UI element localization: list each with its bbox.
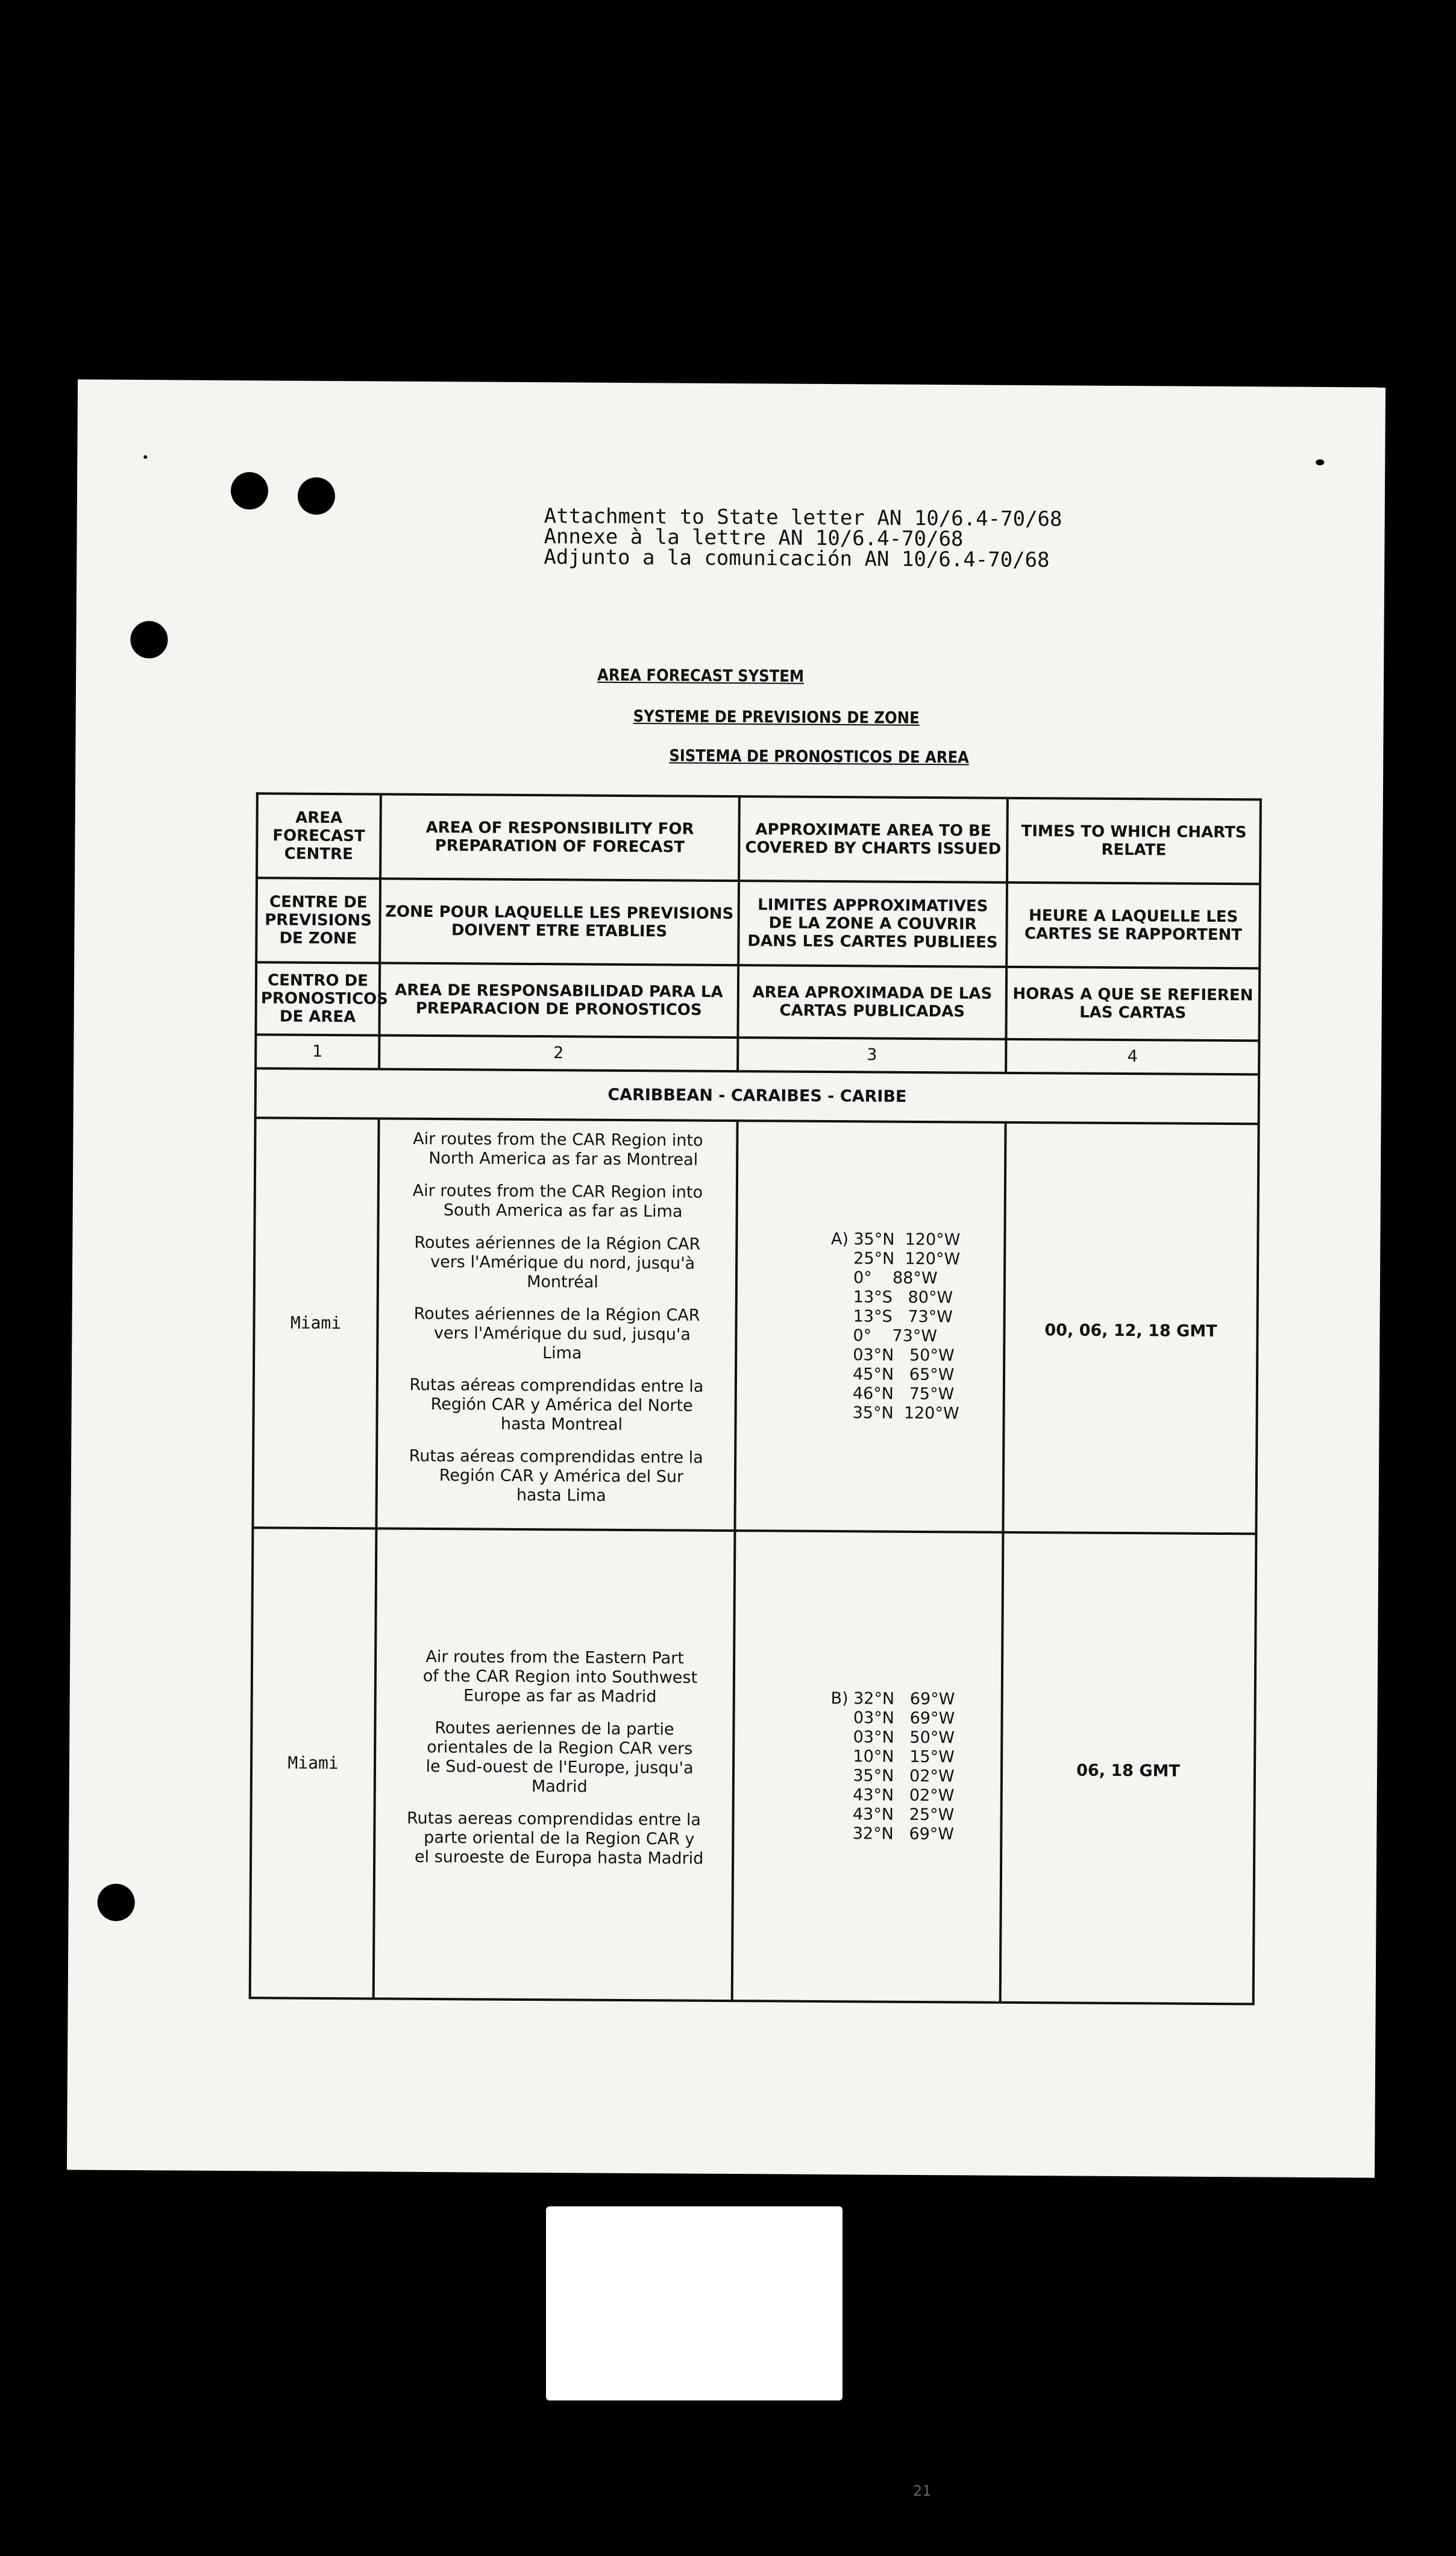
responsibility-line: orientales de la Region CAR vers — [427, 1737, 693, 1758]
region-heading: CARIBBEAN - CARAIBES - CARIBE — [256, 1068, 1259, 1124]
responsibility-line: Región CAR y América del Norte — [430, 1395, 693, 1415]
column-number: 2 — [379, 1035, 738, 1071]
responsibility-block — [383, 1130, 732, 1171]
document-page — [67, 379, 1385, 2177]
header-responsibility-en: AREA OF RESPONSIBILITY FOR PREPARATION OF FORECAST — [380, 794, 739, 881]
responsibility-line: Rutas aéreas comprendidas entre la — [409, 1446, 703, 1467]
footer-mark: 21 — [913, 2482, 932, 2499]
responsibility-line: Air routes from the CAR Region into — [412, 1181, 703, 1202]
region-row — [256, 1068, 1259, 1124]
document-titles — [76, 663, 1384, 767]
responsibility-cell — [376, 1118, 737, 1531]
coordinate-list — [853, 1689, 955, 1844]
table-row — [250, 1528, 1257, 2004]
coordinate-line: 0° 88°W — [853, 1268, 938, 1288]
speck — [1316, 459, 1324, 465]
area-cell — [735, 1121, 1005, 1532]
responsibility-line: Región CAR y América del Sur — [439, 1466, 684, 1487]
coordinate-line: 43°N 25°W — [852, 1805, 955, 1825]
coordinate-line: 32°N 69°W — [853, 1689, 955, 1709]
area-cell — [732, 1531, 1003, 2003]
header-responsibility-es: AREA DE RESPONSABILIDAD PARA LA PREPARACION DE PRONOSTICOS — [379, 963, 738, 1037]
header-area-fr: LIMITES APPROXIMATIVES DE LA ZONE A COUVRIR DANS LES CARTES PUBLIEES — [738, 881, 1007, 967]
responsibility-line: Air routes from the Eastern Part — [425, 1647, 684, 1668]
responsibility-block — [381, 1376, 731, 1436]
punch-hole — [130, 621, 168, 658]
responsibility-block — [379, 1809, 729, 1869]
header-area-en: APPROXIMATE AREA TO BE COVERED BY CHARTS ISSUED — [739, 796, 1008, 883]
header-row-en — [257, 793, 1261, 884]
header-times-es: HORAS A QUE SE REFIEREN LAS CARTAS — [1006, 967, 1260, 1041]
forecast-centre: Miami — [253, 1118, 378, 1528]
header-responsibility-fr: ZONE POUR LAQUELLE LES PREVISIONS DOIVENT ETRE ETABLIES — [380, 878, 739, 965]
chart-times: 00, 06, 12, 18 GMT — [1044, 1321, 1217, 1341]
responsibility-line: Rutas aereas comprendidas entre la — [406, 1808, 701, 1830]
responsibility-line: of the CAR Region into Southwest — [422, 1666, 698, 1687]
table-row — [253, 1118, 1258, 1534]
responsibility-line: Air routes from the CAR Region into — [413, 1129, 703, 1150]
header-centre-es: CENTRO DE PRONOSTICOS DE AREA — [256, 962, 380, 1035]
punch-hole — [298, 477, 335, 515]
title-fr: SYSTEME DE PREVISIONS DE ZONE — [633, 707, 920, 728]
responsibility-line: Rutas aéreas comprendidas entre la — [409, 1375, 704, 1396]
header-times-en: TIMES TO WHICH CHARTS RELATE — [1007, 798, 1261, 884]
responsibility-block — [380, 1719, 729, 1798]
coordinate-line: 45°N 65°W — [852, 1365, 955, 1385]
column-number: 4 — [1006, 1039, 1259, 1075]
column-number: 3 — [738, 1037, 1006, 1073]
coordinate-line: 0° 73°W — [853, 1326, 938, 1346]
coordinate-line: 03°N 50°W — [853, 1728, 955, 1748]
column-number-row — [256, 1034, 1259, 1074]
responsibility-block — [383, 1233, 732, 1294]
responsibility-line: Madrid — [531, 1777, 588, 1796]
forecast-centre: Miami — [250, 1528, 377, 1998]
responsibility-line: North America as far as Montreal — [428, 1148, 698, 1169]
area-label: A) — [830, 1230, 849, 1249]
punch-hole — [97, 1884, 134, 1921]
header-centre-fr: CENTRE DE PREVISIONS DE ZONE — [256, 878, 380, 963]
area-label: B) — [830, 1689, 849, 1708]
blank-card — [546, 2206, 843, 2400]
coordinate-line: 46°N 75°W — [852, 1384, 955, 1404]
column-number: 1 — [256, 1034, 379, 1069]
responsibility-line: South America as far as Lima — [443, 1201, 683, 1221]
responsibility-line: le Sud-ouest de l'Europe, jusqu'a — [425, 1757, 694, 1778]
responsibility-line: parte oriental de la Region CAR y — [424, 1828, 695, 1849]
coordinate-line: 03°N 50°W — [853, 1346, 955, 1365]
header-centre-en: AREA FORECAST CENTRE — [257, 793, 381, 878]
responsibility-line: Routes aériennes de la Région CAR — [413, 1304, 700, 1325]
responsibility-block — [382, 1305, 732, 1365]
title-es: SISTEMA DE PRONOSTICOS DE AREA — [669, 746, 969, 767]
chart-times: 06, 18 GMT — [1076, 1761, 1180, 1781]
responsibility-line: Routes aeriennes de la partie — [435, 1719, 674, 1739]
punch-hole — [231, 472, 268, 509]
coordinate-line: 10°N 15°W — [853, 1747, 955, 1767]
responsibility-line: vers l'Amérique du sud, jusqu'a — [433, 1324, 691, 1344]
responsibility-line: Lima — [542, 1344, 582, 1363]
responsibility-cell — [374, 1528, 735, 2001]
responsibility-line: Montréal — [527, 1272, 598, 1292]
times-cell — [1003, 1122, 1258, 1534]
title-en: AREA FORECAST SYSTEM — [597, 666, 805, 686]
attachment-line-es: Adjunto a la comunicación AN 10/6.4-70/68 — [544, 545, 1050, 573]
header-area-es: AREA APROXIMADA DE LAS CARTAS PUBLICADAS — [738, 965, 1006, 1039]
coordinate-line: 35°N 120°W — [852, 1403, 959, 1423]
header-row-fr — [256, 878, 1260, 968]
header-row-es — [256, 962, 1260, 1040]
responsibility-line: vers l'Amérique du nord, jusqu'à — [430, 1253, 695, 1273]
coordinate-line: 32°N 69°W — [852, 1824, 955, 1844]
responsibility-block — [381, 1447, 731, 1507]
responsibility-line: el suroeste de Europa hasta Madrid — [414, 1847, 704, 1868]
header-times-fr: HEURE A LAQUELLE LES CARTES SE RAPPORTENT — [1006, 883, 1260, 969]
attachment-line-en: Attachment to State letter AN 10/6.4-70/68 — [544, 504, 1062, 532]
responsibility-line: Europe as far as Madrid — [463, 1686, 657, 1707]
speck — [143, 455, 147, 459]
area-forecast-table — [249, 792, 1262, 2005]
coordinate-list — [853, 1230, 961, 1423]
responsibility-block — [383, 1182, 732, 1223]
attachment-reference — [544, 504, 1062, 573]
responsibility-line: hasta Montreal — [500, 1414, 623, 1434]
coordinate-line: 35°N 120°W — [853, 1230, 961, 1250]
responsibility-block — [380, 1648, 730, 1708]
coordinate-line: 25°N 120°W — [853, 1249, 961, 1269]
coordinate-line: 43°N 02°W — [852, 1786, 955, 1805]
coordinate-line: 03°N 69°W — [853, 1708, 955, 1728]
coordinate-line: 13°S 80°W — [853, 1288, 953, 1308]
responsibility-line: hasta Lima — [516, 1485, 606, 1505]
times-cell — [1000, 1532, 1257, 2004]
coordinate-line: 13°S 73°W — [853, 1307, 953, 1327]
responsibility-line: Routes aériennes de la Région CAR — [414, 1233, 701, 1254]
coordinate-line: 35°N 02°W — [853, 1766, 955, 1786]
attachment-line-fr: Annexe à la lettre AN 10/6.4-70/68 — [544, 524, 964, 552]
